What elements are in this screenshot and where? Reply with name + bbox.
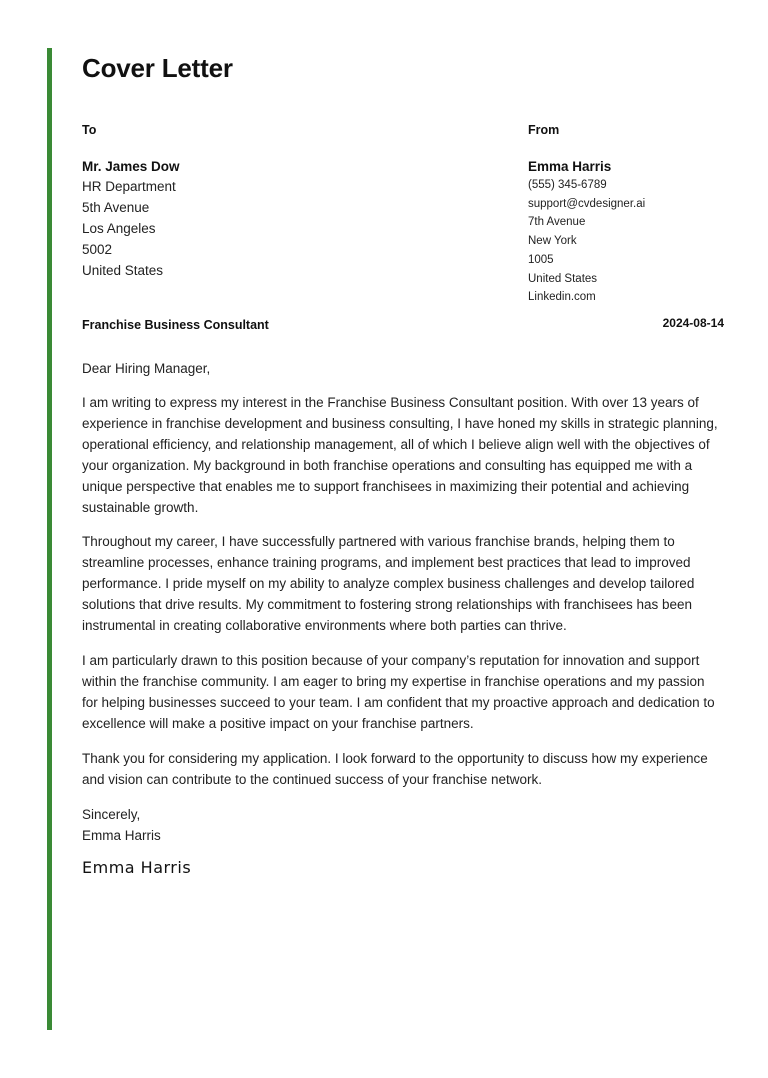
letter-content	[82, 52, 722, 878]
sender-country: United States	[528, 272, 598, 285]
body-paragraph-4: Thank you for considering my application. I look forward to the opportunity to discuss how my experience and vision can contribute to the continued success of your franchise network.	[82, 750, 708, 787]
recipient-country: United States	[82, 263, 164, 278]
letter-date: 2024-08-14	[662, 316, 724, 330]
body-paragraph-1: I am writing to express my interest in the Franchise Business Consultant position. With over 13 years of experience in franchise development and business consulting, I have honed my skills in strategic planning, operational efficiency, and relationship management, all of which I believe align well with the objectives of your organization. My background in both franchise operations and consulting has equipped me with a unique perspective that enables me to support franchisees in maximizing their potential and achieving sustainable growth.	[82, 395, 718, 515]
recipient-postal-code: 5002	[82, 242, 113, 257]
recipient-city: Los Angeles	[82, 221, 156, 236]
recipient-block	[82, 122, 382, 281]
sender-postal-code: 1005	[528, 253, 554, 266]
sender-name: Emma Harris	[528, 159, 612, 174]
subject-row	[82, 316, 722, 334]
sender-website: Linkedin.com	[528, 291, 596, 304]
signature: Emma Harris	[82, 858, 192, 878]
page-title: Cover Letter	[82, 53, 233, 83]
sender-block	[528, 122, 728, 307]
sender-heading: From	[528, 123, 560, 137]
recipient-department: HR Department	[82, 179, 176, 194]
address-block	[82, 122, 722, 304]
closing-block	[82, 804, 722, 846]
letter-subject: Franchise Business Consultant	[82, 318, 269, 332]
recipient-name: Mr. James Dow	[82, 159, 180, 174]
closing-salutation: Sincerely,	[82, 807, 141, 823]
sender-phone: (555) 345-6789	[528, 179, 607, 191]
accent-bar	[47, 48, 52, 1030]
greeting: Dear Hiring Manager,	[82, 361, 211, 376]
closing-name: Emma Harris	[82, 828, 161, 844]
sender-street: 7th Avenue	[528, 216, 586, 229]
recipient-heading: To	[82, 123, 97, 137]
sender-city: New York	[528, 235, 577, 248]
body-paragraph-3: I am particularly drawn to this position because of your company’s reputation for innovation and support within the franchise community. I am eager to bring my expertise in franchise operations and my passion for helping businesses succeed to your team. I am confident that my proactive approach and dedication to excellence will make a positive impact on your franchise partners.	[82, 652, 715, 731]
sender-email: support@cvdesigner.ai	[528, 197, 646, 210]
body-paragraph-2: Throughout my career, I have successfully partnered with various franchise brands, helping them to streamline processes, enhance training programs, and implement best practices that lead to improved performance. I pride myself on my ability to analyze complex business challenges and develop tailored solutions that drive results. My commitment to fostering strong relationships with franchisees has been instrumental in creating collaborative environments where both parties can thrive.	[82, 534, 695, 634]
recipient-street: 5th Avenue	[82, 200, 150, 215]
